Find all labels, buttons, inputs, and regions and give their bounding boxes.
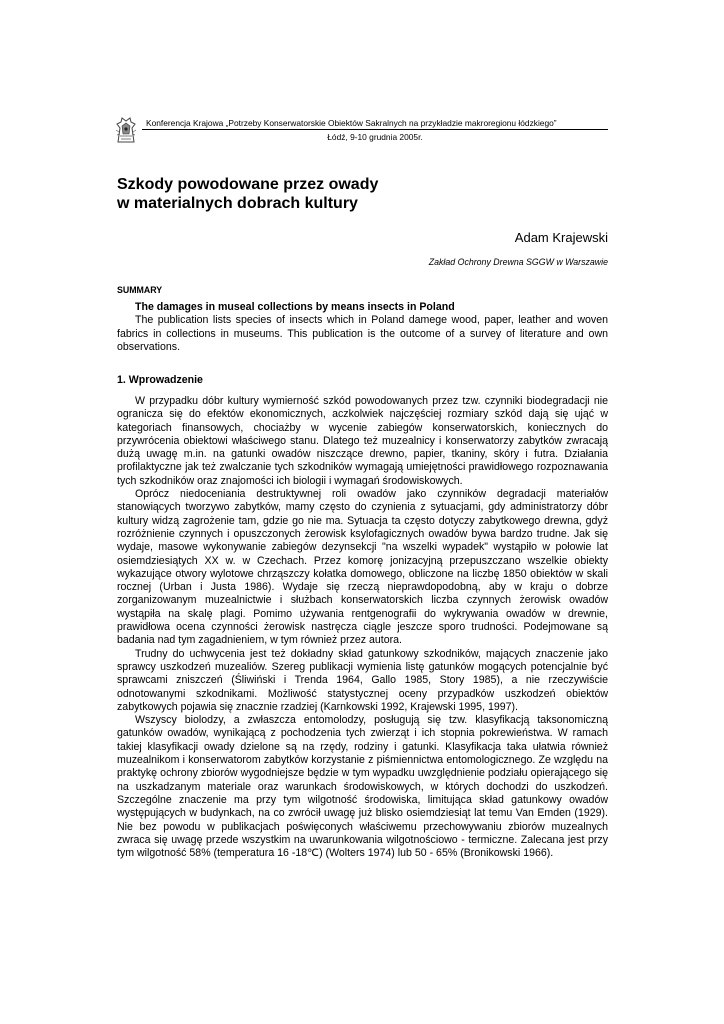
paragraph: Oprócz niedoceniania destruktywnej roli owadów jako czynników degradacji materiałów stanowiących tworzywo zabytków, mamy często do czynienia z sytuacjami, gdy administratorzy dóbr kultury widzą zagrożenie tam, gdzie go nie ma. Sytuacja ta często dotyczy zabytkowego drewna, gdyż rozróżnienie czynnych i opuszczonych żerowisk ksylofagicznych owadów bywa bardzo trudne. Jak się wydaje, masowe wykonywanie zabiegów dezynsekcji "na wszelki wypadek" wystąpiło w połowie lat osiemdziesiątych XX w. w Czechach. Przez komorę jonizacyjną przepuszczano wszelkie obiekty wykazujące otwory wylotowe chrząszczy kołatka domowego, obliczone na liczbę 1850 obiektów w skali rocznej (Urban i Justa 1986). Wydaje się rzeczą nieprawdopodobną, aby w kraju o dobrze zorganizowanym muzealnictwie i służbach konserwatorskich liczba czynnych żerowisk owadów wystąpiła na skalę plagi. Pomimo używania rentgenografii do wykrywania owadów w drewnie, prawidłowa ocena czynności żerowisk nastręcza ciągle jeszcze sporo trudności. Podejmowane są badania nad tym zagadnieniem, w tym również przez autora. [117,488,608,647]
author-affiliation: Zakład Ochrony Drewna SGGW w Warszawie [428,257,608,267]
summary-section [117,301,608,354]
author-name: Adam Krajewski [514,230,608,245]
conference-place-date: Łódź, 9-10 grudnia 2005r. [327,132,423,142]
section-body [117,395,608,860]
paragraph: W przypadku dóbr kultury wymierność szkód powodowanych przez tzw. czynniki biodegradacji nie ogranicza się do efektów ekonomicznych, aczkolwiek najczęściej rozmiary szkód dają się ująć w kategoriach finansowych, chociażby w wycenie zabiegów konserwatorskich, koniecznych do przywrócenia obiektowi właściwego stanu. Dlatego też muzealnicy i konserwatorzy zabytków zwracają dużą uwagę m.in. na gatunki owadów niszczące drewno, papier, tkaniny, skóry i futra. Działania profilaktyczne jak też zwalczanie tych szkodników wymagają umiejętności prawidłowego rozpoznawania tych szkodników oraz znajomości ich biologii i wymagań środowiskowych. [117,395,608,487]
conference-emblem-icon [114,116,138,144]
paragraph: Trudny do uchwycenia jest też dokładny skład gatunkowy szkodników, mających znaczenie jako sprawcy uszkodzeń muzealiów. Szereg publikacji wymienia listę gatunków mogących potencjalnie być sprawcami zniszczeń (Śliwiński i Trenda 1964, Gallo 1985, Story 1985), a nie rzeczywiście odnotowanymi szkodnikami. Możliwość statystycznej oceny przypadków uszkodzeń obiektów zabytkowych pojawia się znacznie rzadziej (Karnkowski 1992, Krajewski 1995, 1997). [117,647,608,713]
conference-title: Konferencja Krajowa „Potrzeby Konserwatorskie Obiektów Sakralnych na przykładzie makroregionu łódzkiego” [146,118,557,128]
section-heading: 1. Wprowadzenie [117,374,203,386]
summary-subtitle: The damages in museal collections by means insects in Poland [135,301,455,313]
article-title-line-2: w materialnych dobrach kultury [117,195,358,212]
header-divider [142,129,608,130]
article-title [117,175,617,213]
article-title-line-1: Szkody powodowane przez owady [117,176,379,193]
summary-heading: SUMMARY [117,285,163,295]
summary-text: The publication lists species of insects which in Poland damege wood, paper, leather and woven fabrics in collections in museums. This publication is the outcome of a survey of literature and own observations. [117,314,608,353]
paragraph: Wszyscy biolodzy, a zwłaszcza entomolodzy, posługują się tzw. klasyfikacją taksonomiczną gatunków owadów, wynikającą z pochodzenia tych zwierząt i ich stopnia pokrewieństwa. W ramach takiej klasyfikacji owady dzielone są na rzędy, rodziny i gatunki. Klasyfikacja taka ułatwia również muzealnikom i konserwatorom zabytków korzystanie z piśmiennictwa entomologicznego. Ze względu na praktykę ochrony zbiorów wygodniejsze będzie w tym wypadku uwzględnienie podziału opierającego się na uszkadzanym materiale oraz warunkach środowiskowych, w których dochodzi do uszkodzeń. Szczególne znaczenie ma przy tym wilgotność środowiska, limitująca skład gatunkowy owadów występujących w budynkach, na co zwrócił uwagę już blisko osiemdziesiąt lat temu Van Emden (1929). Nie bez powodu w publikacjach poświęconych właściwemu przechowywaniu zbiorów muzealnych zwraca się uwagę przede wszystkim na uwarunkowania wilgotnościowo - termiczne. Zalecana jest przy tym wilgotność 58% (temperatura 16 -18℃) (Wolters 1974) lub 50 - 65% (Bronikowski 1966). [117,714,608,860]
